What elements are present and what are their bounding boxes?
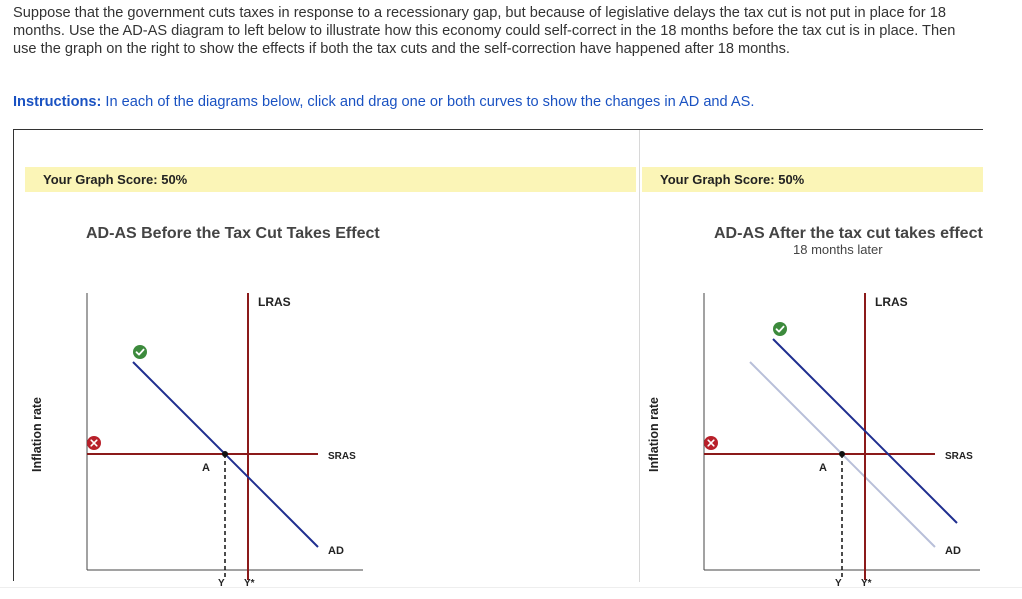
question-text: Suppose that the government cuts taxes in response to a recessionary gap, but because of legislative delays the tax cut is not put in place for 18 months. Use the AD-AS diagram to left below to illustrate how this economy could self-correct in the 18 months before the tax cut is in place. Then use the graph on the right to show the effects if both the tax cuts and the self-correction have happened after 18 months.: [13, 5, 956, 57]
left-point-label: A: [202, 462, 210, 474]
left-graph-title: AD-AS Before the Tax Cut Takes Effect: [86, 225, 380, 242]
left-ad-label: AD: [328, 545, 344, 557]
right-x-tick-y: Y: [835, 578, 842, 589]
left-sras-label: SRAS: [328, 451, 356, 462]
right-score-bar: Your Graph Score: 50%: [642, 167, 983, 192]
right-y-axis-label: Inflation rate: [647, 396, 661, 472]
right-ad-label: AD: [945, 545, 961, 557]
right-x-tick-ystar: Y*: [861, 578, 872, 589]
right-point-label: A: [819, 462, 827, 474]
right-graph-subtitle: 18 months later: [793, 242, 883, 257]
left-x-tick-y: Y: [218, 578, 225, 589]
left-lras-label: LRAS: [258, 295, 291, 309]
instructions-text: In each of the diagrams below, click and drag one or both curves to show the changes in AD and AS.: [101, 94, 755, 110]
left-score-bar: Your Graph Score: 50%: [25, 167, 636, 192]
instructions-label: Instructions:: [13, 94, 102, 110]
left-x-tick-ystar: Y*: [244, 578, 255, 589]
right-lras-label: LRAS: [875, 295, 908, 309]
right-ad-check-circle-icon: [773, 322, 787, 336]
right-sras-label: SRAS: [945, 451, 973, 462]
right-equilibrium-point: [839, 451, 845, 457]
right-sras-x-circle-icon: [704, 436, 718, 450]
left-y-axis-label: Inflation rate: [30, 396, 44, 472]
right-graph-title: AD-AS After the tax cut takes effect: [714, 225, 983, 242]
